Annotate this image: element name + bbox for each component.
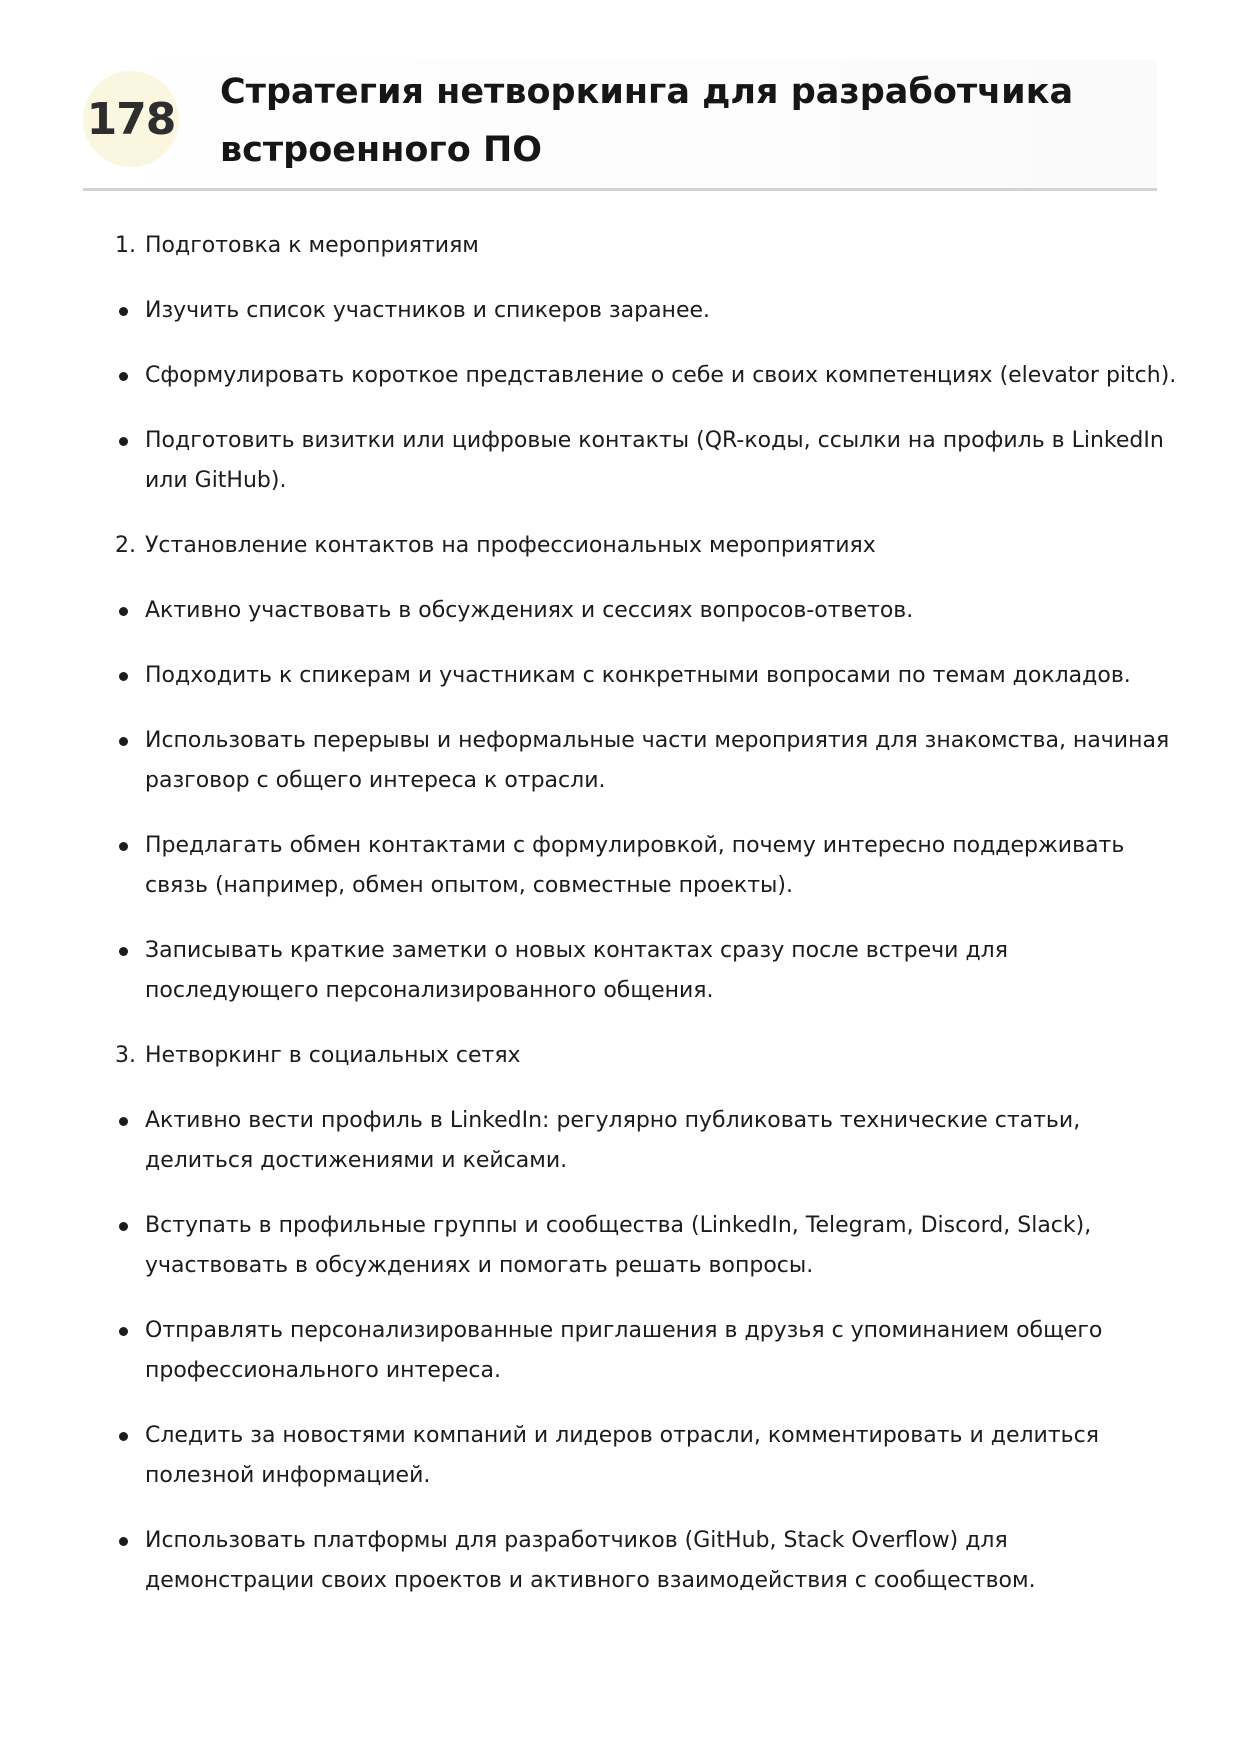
list-item: [0, 656, 1239, 696]
page-number-badge: 178: [83, 71, 179, 167]
section-heading: [0, 526, 1239, 566]
list-item-text: Предлагать обмен контактами с формулировкой, почему интересно поддерживать связь (например, обмен опытом, совместные проекты).: [145, 833, 1125, 898]
section-number: 3.: [115, 1043, 136, 1068]
bullet-icon: [119, 842, 128, 851]
section-heading-text: Установление контактов на профессиональных мероприятиях: [145, 533, 876, 558]
list-item: [0, 1416, 1239, 1496]
section-number: 1.: [115, 233, 136, 258]
section-heading-text: Нетворкинг в социальных сетях: [145, 1043, 521, 1068]
section-heading-text: Подготовка к мероприятиям: [145, 233, 479, 258]
content-list: [0, 226, 1239, 1601]
list-item: [0, 721, 1239, 801]
bullet-icon: [119, 307, 128, 316]
list-item-text: Активно вести профиль в LinkedIn: регулярно публиковать технические статьи, делиться достижениями и кейсами.: [145, 1108, 1081, 1173]
list-item-text: Изучить список участников и спикеров заранее.: [145, 298, 711, 323]
list-item-text: Отправлять персонализированные приглашения в друзья с упоминанием общего профессионального интереса.: [145, 1318, 1103, 1383]
section-heading: [0, 226, 1239, 266]
list-item-text: Использовать перерывы и неформальные части мероприятия для знакомства, начиная разговор с общего интереса к отрасли.: [145, 728, 1170, 793]
list-item: [0, 1101, 1239, 1181]
list-item: [0, 291, 1239, 331]
section-heading: [0, 1036, 1239, 1076]
list-item: [0, 591, 1239, 631]
bullet-icon: [119, 437, 128, 446]
section-number: 2.: [115, 533, 136, 558]
list-item: [0, 1311, 1239, 1391]
list-item-text: Использовать платформы для разработчиков (GitHub, Stack Overflow) для демонстрации своих проектов и активного взаимодействия с сообществом.: [145, 1528, 1036, 1593]
bullet-icon: [119, 672, 128, 681]
list-item: [0, 826, 1239, 906]
list-item-text: Записывать краткие заметки о новых контактах сразу после встречи для последующего персонализированного общения.: [145, 938, 1008, 1003]
list-item-text: Вступать в профильные группы и сообщества (LinkedIn, Telegram, Discord, Slack), участвовать в обсуждениях и помогать решать вопросы.: [145, 1213, 1092, 1278]
page-title: Стратегия нетворкинга для разработчика встроенного ПО: [220, 72, 1074, 170]
list-item: [0, 356, 1239, 396]
list-item: [0, 1206, 1239, 1286]
list-item-text: Активно участвовать в обсуждениях и сессиях вопросов-ответов.: [145, 598, 914, 623]
list-item-text: Сформулировать короткое представление о себе и своих компетенциях (elevator pitch).: [145, 363, 1177, 388]
list-item: [0, 931, 1239, 1011]
bullet-icon: [119, 1537, 128, 1546]
bullet-icon: [119, 1117, 128, 1126]
bullet-icon: [119, 1432, 128, 1441]
page-header: [83, 60, 1157, 191]
bullet-icon: [119, 607, 128, 616]
bullet-icon: [119, 372, 128, 381]
list-item-text: Подготовить визитки или цифровые контакты (QR-коды, ссылки на профиль в LinkedIn или GitHub).: [145, 428, 1164, 493]
bullet-icon: [119, 737, 128, 746]
list-item-text: Следить за новостями компаний и лидеров отрасли, комментировать и делиться полезной информацией.: [145, 1423, 1099, 1488]
list-item-text: Подходить к спикерам и участникам с конкретными вопросами по темам докладов.: [145, 663, 1131, 688]
bullet-icon: [119, 947, 128, 956]
list-item: [0, 1521, 1239, 1601]
list-item: [0, 421, 1239, 501]
bullet-icon: [119, 1327, 128, 1336]
bullet-icon: [119, 1222, 128, 1231]
